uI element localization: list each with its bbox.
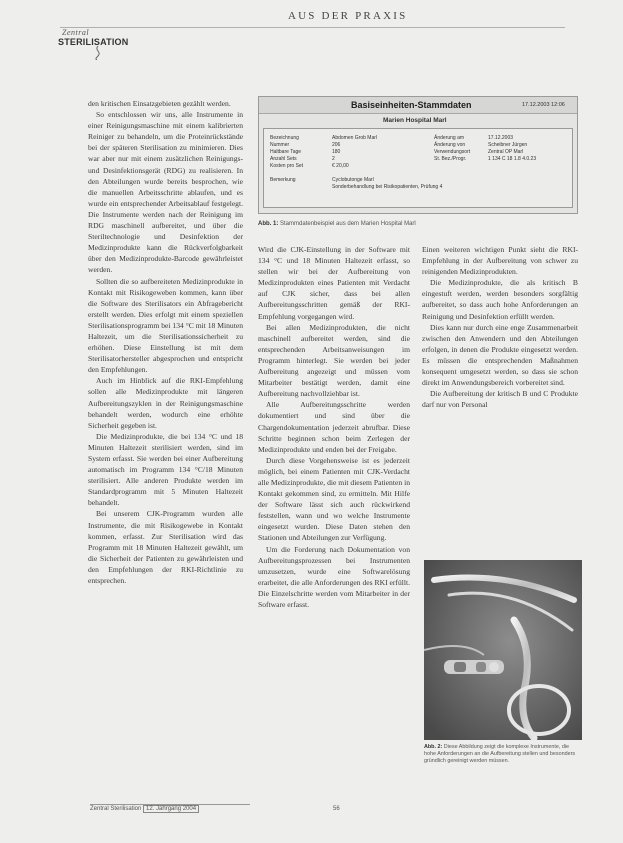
figure2-text: Diese Abbildung zeigt die komplexe Instrumente, die hohe Anforderungen an die Aufbereitung stellen und besonders gründlich gereinigt werden müssen. — [424, 744, 576, 764]
header-rule — [60, 27, 565, 28]
journal-logo — [58, 28, 128, 64]
right-text-column — [422, 244, 578, 410]
field-row: Änderung am 17.12.2003 — [434, 135, 514, 141]
figure1-label: Abb. 1: — [258, 221, 279, 227]
paragraph: Die Aufbereitung der kritisch B und C Produkte darf nur von Personal — [422, 389, 578, 410]
paragraph: Dies kann nur durch eine enge Zusammenarbeit zwischen den Anwendern und den Abteilungen erfolgen, in denen die Produkte eingesetzt werden. Es müssen die entsprechenden Maßnahmen konsequent umgesetzt werden, so dass sie schon direkt im Anwendungsbereich vorbereitet sind. — [422, 322, 578, 388]
paragraph: Auch im Hinblick auf die RKI-Empfehlung sollen alle Medizinprodukte mit längeren Aufbereitungszyklen in der Reinigungsmaschine behandelt werden, wodurch eine erhöhte Sicherheit gegeben ist. — [88, 376, 243, 430]
left-text-column — [88, 98, 243, 586]
paragraph: Die Medizinprodukte, die bei 134 °C und 18 Minuten Haltezeit sterilisiert werden, sind im System erfasst. Sie werden bei einer Aufbereitung automatisch im Programm 134 °C/18 Minuten sterilisiert. Alle anderen Produkte werden im Standardprogramm mit 5 Minuten Haltezeit behandelt. — [88, 431, 243, 508]
paragraph: Einen weiteren wichtigen Punkt sieht die RKI-Empfehlung in der Aufbereitung von schwer zu reinigenden Medizinprodukten. — [422, 245, 578, 277]
paragraph: Die Medizinprodukte, die als kritisch B eingestuft werden, werden besonders sorgfältig aufbereitet, so dass auch hohe Anforderungen an Reinigung und Desinfektion erfüllt werden. — [422, 278, 578, 321]
field-row: Kosten pro Set € 20,00 — [270, 163, 349, 169]
footer-journal — [90, 806, 199, 812]
field-row: Verwendungsort Zentral OP Marl — [434, 149, 524, 155]
instruments-photo — [424, 560, 582, 740]
footer-issue-date: 12. Jahrgang 2004 — [143, 805, 199, 813]
paragraph: Sollten die so aufbereiteten Medizinprodukte in Kontakt mit Risikogeweben kommen, kann über die Software des Sterilisators ein Abfragebericht erstellt werden. Dies erfolgt mit einem speziellen Sterilisationsprogramm bei 134 °C mit 18 Minuten Haltezeit, um die Sterilisationssicherheit zu erhöhen. Diese Einstellung ist mit dem Sterilisatorhersteller abgesprochen und entspricht den Empfehlungen. — [88, 276, 243, 375]
logo-swash-icon — [92, 46, 104, 60]
paragraph: den kritischen Einsatzgebieten gezählt werden. — [88, 99, 231, 108]
paragraph: Wird die CJK-Einstellung in der Software mit 134 °C und 18 Minuten Haltezeit erfasst, so stellen wir bei der Aufbereitung von Medizinprodukten eines Patienten mit Verdacht auf CJK sicher, dass bei allen Aufbereitungsschritten gemäß der RKI-Empfehlung vorgegangen wird. — [258, 245, 410, 321]
figure1-text: Stammdatenbeispiel aus dem Marien Hospital Marl — [280, 221, 416, 227]
paragraph: Um die Forderung nach Dokumentation von Aufbereitungsprozessen bei Instrumenten umzusetzen, wurde eine Softwarelösung erarbeitet, die alle Anforderungen des RKI erfüllt. Die Einzelschritte werden vom Mitarbeiter in der Software erfasst. — [258, 544, 410, 609]
paragraph: So entschlossen wir uns, alle Instrumente in einer Reinigungsmaschine mit einem kalibrierten Reiniger zu behandeln, um die Proteinrückstände bei der späteren Sterilisation zu minimieren. Dies war aber nur mit einem zusätzlichen Reinigungs- und Desinfektionsgerät (RDG) zu realisieren. In den Abteilungen wurde bereits besprochen, wie die manuellen Arbeitsschritte ablaufen, und es wurde ein entsprechender Arbeitsablauf festgelegt. Die Instrumente werden nach der Reinigung im RDG maschinell aufbereitet, und über die Steriltechnologie und Desinfektion der Medizinprodukte kann die Rückverfolgbarkeit über den Medizinprodukte-Barcode gewährleistet werden. — [88, 110, 243, 275]
figure2-label: Abb. 2: — [424, 744, 443, 750]
paragraph: Bei allen Medizinprodukten, die nicht maschinell aufbereitet werden, sind die entsprechenden Arbeitsanweisungen im Programm hinterlegt. Sie werden bei jeder Aufbereitung angezeigt und müssen vom Mitarbeiter bestätigt werden, damit eine Aufbereitung nachvollziehbar ist. — [258, 322, 410, 399]
paragraph: Durch diese Vorgehensweise ist es jederzeit möglich, bei einem Patienten mit CJK-Verdacht alle Medizinprodukte, die mit diesem Patienten in Kontakt gekommen sind, zu ermitteln. Mit Hilfe der Software lässt sich auch rückwirkend feststellen, wann und wo welche Instrumente eingesetzt wurden. Diese Daten stehen den Stationen und Abteilungen zur Verfügung. — [258, 455, 410, 543]
field-row: Anzahl Sets 2 — [270, 156, 335, 162]
software-screenshot-figure — [258, 96, 578, 214]
figure2-caption — [424, 744, 582, 765]
paragraph: Alle Aufbereitungsschritte werden dokumentiert und sind über die Chargendokumentation jederzeit abrufbar. Diese Schritte beginnen schon beim Zerlegen der Medizinprodukte und enden bei der Freigabe. — [258, 400, 410, 454]
master-data-panel: Bezeichnung Abdomen Grob Marl Nummer 206 Haltbare Tage 180 Anzahl Sets 2 Kosten pro Set € 20,00 Änderung am 17.12.2003 Änderung von Scheibner Jürgen Verwendungsort Zentral OP Marl St. Bez./Progr. 1 134 C 18 1.8 4.0.23 Bemerkung Cyclobutonge Marl Sonderbehandlung bei Risikopatienten, Prüfung 4 — [263, 128, 573, 208]
footer-journal-name: Zentral Sterilisation — [90, 806, 142, 812]
logo-top-text: Zentral — [62, 28, 90, 37]
field-row: Bezeichnung Abdomen Grob Marl — [270, 135, 378, 141]
logo-main-text: STERILISATION — [58, 37, 129, 47]
field-row: St. Bez./Progr. 1 134 C 18 1.8 4.0.23 — [434, 156, 537, 162]
window-date: 17.12.2003 12:06 — [522, 102, 565, 108]
surgical-instruments-image — [424, 560, 582, 740]
field-row: Haltbare Tage 180 — [270, 149, 341, 155]
figure1-caption — [258, 221, 576, 227]
running-head: AUS DER PRAXIS — [288, 10, 408, 22]
page-number: 56 — [333, 806, 340, 812]
paragraph: Bei unserem CJK-Programm wurden alle Instrumente, die mit Risikogewebe in Kontakt kommen, erfasst. Zur Sterilisation wird das Programm mit 18 Minuten Haltezeit gewählt, um die Sicherheit der Patienten zu gewährleisten und den Empfehlungen der RKI-Richtlinie zu entsprechen. — [88, 509, 243, 586]
field-row: Änderung von Scheibner Jürgen — [434, 142, 528, 148]
note-row: Bemerkung Cyclobutonge Marl — [270, 177, 374, 183]
window-title: Basiseinheiten-Stammdaten — [351, 100, 472, 110]
middle-text-column — [258, 244, 410, 610]
field-row: Nummer 206 — [270, 142, 341, 148]
window-titlebar — [259, 97, 577, 114]
window-subtitle: Marien Hospital Marl — [383, 117, 447, 124]
